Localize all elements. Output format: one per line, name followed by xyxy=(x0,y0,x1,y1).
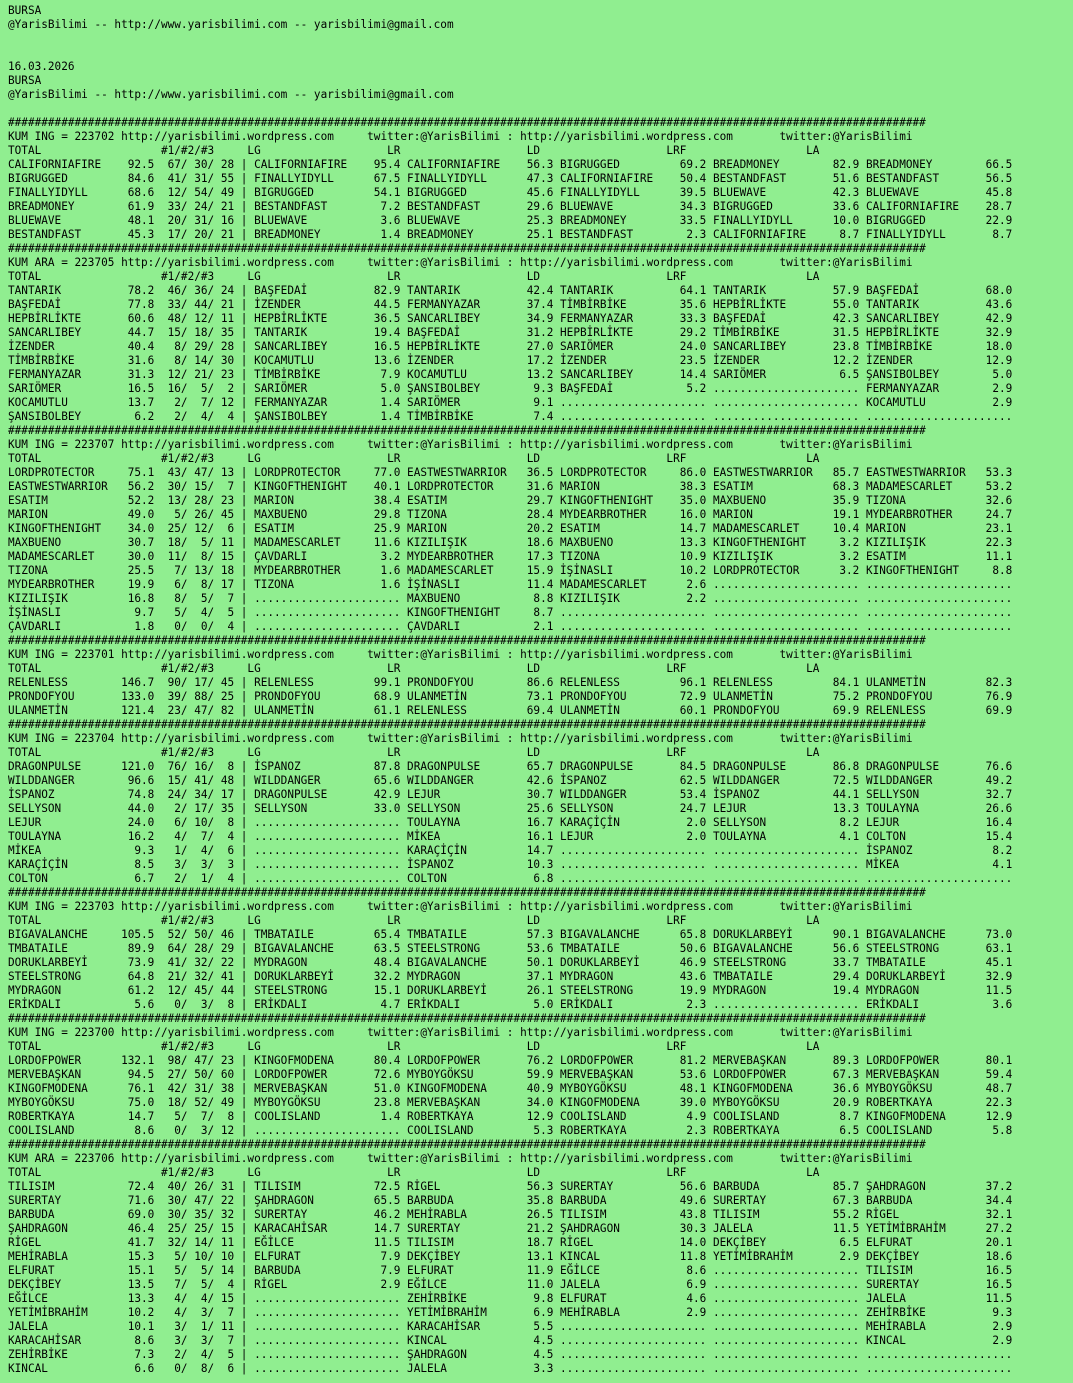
horse-row: JALELA 10.1 3/ 1/ 11 | ...................... KARACAHİSAR 5.5 ...................... ...................... MEHİRABLA 2.9 xyxy=(8,1320,1013,1333)
horse-row: MERVEBAŞKAN 94.5 27/ 50/ 60 | LORDOFPOWER 72.6 MYBOYGÖKSU 59.9 MERVEBAŞKAN 53.6 LORDOFPOWER 67.3 MERVEBAŞKAN 59.4 xyxy=(8,1068,1013,1081)
race-header: KUM ING = 223700 http://yarisbilimi.wordpress.com twitter:@YarisBilimi : http://yarisbilimi.wordpress.com twitter:@YarisBilimi xyxy=(8,1026,913,1039)
horse-row: SELLYSON 44.0 2/ 17/ 35 | SELLYSON 33.0 SELLYSON 25.6 SELLYSON 24.7 LEJUR 13.3 TOULAYNA 26.6 xyxy=(8,802,1013,815)
horse-row: İSPANOZ 74.8 24/ 34/ 17 | DRAGONPULSE 42.9 LEJUR 30.7 WILDDANGER 53.4 İSPANOZ 44.1 SELLYSON 32.7 xyxy=(8,788,1013,801)
horse-row: DRAGONPULSE 121.0 76/ 16/ 8 | İSPANOZ 87.8 DRAGONPULSE 65.7 DRAGONPULSE 84.5 DRAGONPULSE 86.8 DRAGONPULSE 76.6 xyxy=(8,760,1013,773)
horse-row: TILISIM 72.4 40/ 26/ 31 | TILISIM 72.5 RİGEL 56.3 SURERTAY 56.6 BARBUDA 85.7 ŞAHDRAGON 37.2 xyxy=(8,1180,1013,1193)
horse-row: BIGRUGGED 84.6 41/ 31/ 55 | FINALLYIDYLL 67.5 FINALLYIDYLL 47.3 CALIFORNIAFIRE 50.4 BESTANDFAST 51.6 BESTANDFAST 56.5 xyxy=(8,172,1013,185)
horse-row: BESTANDFAST 45.3 17/ 20/ 21 | BREADMONEY 1.4 BREADMONEY 25.1 BESTANDFAST 2.3 CALIFORNIAFIRE 8.7 FINALLYIDYLL 8.7 xyxy=(8,228,1013,241)
horse-row: HEPBİRLİKTE 60.6 48/ 12/ 11 | HEPBİRLİKTE 36.5 SANCARLIBEY 34.9 FERMANYAZAR 33.3 BAŞFEDAİ 42.3 SANCARLIBEY 42.9 xyxy=(8,312,1013,325)
horse-row: İZENDER 40.4 8/ 29/ 28 | SANCARLIBEY 16.5 HEPBİRLİKTE 27.0 SARIÖMER 24.0 SANCARLIBEY 23.8 TİMBİRBİKE 18.0 xyxy=(8,340,1013,353)
horse-row: MİKEA 9.3 1/ 4/ 6 | ...................... KARAÇİÇİN 14.7 ...................... ...................... İSPANOZ 8.2 xyxy=(8,844,1013,857)
column-header-row: TOTAL #1/#2/#3 LG LR LD LRF LA xyxy=(8,270,820,283)
horse-row: CALIFORNIAFIRE 92.5 67/ 30/ 28 | CALIFORNIAFIRE 95.4 CALIFORNIAFIRE 56.3 BIGRUGGED 69.2 BREADMONEY 82.9 BREADMONEY 66.5 xyxy=(8,158,1013,171)
section-separator: ########################################################################################################################################## xyxy=(8,242,926,255)
horse-row: ULANMETİN 121.4 23/ 47/ 82 | ULANMETİN 61.1 RELENLESS 69.4 ULANMETİN 60.1 PRONDOFYOU 69.9 RELENLESS 69.9 xyxy=(8,704,1013,717)
horse-row: WILDDANGER 96.6 15/ 41/ 48 | WILDDANGER 65.6 WILDDANGER 42.6 İSPANOZ 62.5 WILDDANGER 72.5 WILDDANGER 49.2 xyxy=(8,774,1013,787)
horse-row: MYDEARBROTHER 19.9 6/ 8/ 17 | TIZONA 1.6 İŞİNASLI 11.4 MADAMESCARLET 2.6 ...................... ...................... xyxy=(8,578,1013,591)
race-header: KUM ING = 223703 http://yarisbilimi.wordpress.com twitter:@YarisBilimi : http://yarisbilimi.wordpress.com twitter:@YarisBilimi xyxy=(8,900,913,913)
horse-row: YETİMİBRAHİM 10.2 4/ 3/ 7 | ...................... YETİMİBRAHİM 6.9 MEHİRABLA 2.9 ...................... ZEHİRBİKE 9.3 xyxy=(8,1306,1013,1319)
column-header-row: TOTAL #1/#2/#3 LG LR LD LRF LA xyxy=(8,914,820,927)
horse-row: LORDPROTECTOR 75.1 43/ 47/ 13 | LORDPROTECTOR 77.0 EASTWESTWARRIOR 36.5 LORDPROTECTOR 86.0 EASTWESTWARRIOR 85.7 EASTWESTWARRIOR 53.3 xyxy=(8,466,1013,479)
horse-row: EASTWESTWARRIOR 56.2 30/ 15/ 7 | KINGOFTHENIGHT 40.1 LORDPROTECTOR 31.6 MARION 38.3 ESATIM 68.3 MADAMESCARLET 53.2 xyxy=(8,480,1013,493)
horse-row: RİGEL 41.7 32/ 14/ 11 | EĞİLCE 11.5 TILISIM 18.7 RİGEL 14.0 DEKÇİBEY 6.5 ELFURAT 20.1 xyxy=(8,1236,1013,1249)
horse-row: KARACAHİSAR 8.6 3/ 3/ 7 | ...................... KINCAL 4.5 ...................... ...................... KINCAL 2.9 xyxy=(8,1334,1013,1347)
race-header: KUM ARA = 223706 http://yarisbilimi.wordpress.com twitter:@YarisBilimi : http://yarisbilimi.wordpress.com twitter:@YarisBilimi xyxy=(8,1152,913,1165)
section-separator: ########################################################################################################################################## xyxy=(8,116,926,129)
horse-row: LORDOFPOWER 132.1 98/ 47/ 23 | KINGOFMODENA 80.4 LORDOFPOWER 76.2 LORDOFPOWER 81.2 MERVEBAŞKAN 89.3 LORDOFPOWER 80.1 xyxy=(8,1054,1013,1067)
horse-row: KARAÇİÇİN 8.5 3/ 3/ 3 | ...................... İSPANOZ 10.3 ...................... ...................... MİKEA 4.1 xyxy=(8,858,1013,871)
city-label: BURSA xyxy=(8,74,42,87)
race-header: KUM ING = 223707 http://yarisbilimi.wordpress.com twitter:@YarisBilimi : http://yarisbilimi.wordpress.com twitter:@YarisBilimi xyxy=(8,438,913,451)
horse-row: ELFURAT 15.1 5/ 5/ 14 | BARBUDA 7.9 ELFURAT 11.9 EĞİLCE 8.6 ...................... TILISIM 16.5 xyxy=(8,1264,1013,1277)
horse-row: ÇAVDARLI 1.8 0/ 0/ 4 | ...................... ÇAVDARLI 2.1 ...................... ...................... ...................... xyxy=(8,620,1013,633)
horse-row: ZEHİRBİKE 7.3 2/ 4/ 5 | ...................... ŞAHDRAGON 4.5 ...................... ...................... ...................... xyxy=(8,1348,1013,1361)
race-header: KUM ING = 223701 http://yarisbilimi.wordpress.com twitter:@YarisBilimi : http://yarisbilimi.wordpress.com twitter:@YarisBilimi xyxy=(8,648,913,661)
horse-row: KOCAMUTLU 13.7 2/ 7/ 12 | FERMANYAZAR 1.4 SARIÖMER 9.1 ...................... ...................... KOCAMUTLU 2.9 xyxy=(8,396,1013,409)
horse-row: MADAMESCARLET 30.0 11/ 8/ 15 | ÇAVDARLI 3.2 MYDEARBROTHER 17.3 TIZONA 10.9 KIZILIŞIK 3.2 ESATIM 11.1 xyxy=(8,550,1013,563)
race-header: KUM ING = 223702 http://yarisbilimi.wordpress.com twitter:@YarisBilimi : http://yarisbilimi.wordpress.com twitter:@YarisBilimi xyxy=(8,130,913,143)
horse-row: FERMANYAZAR 31.3 12/ 21/ 23 | TİMBİRBİKE 7.9 KOCAMUTLU 13.2 SANCARLIBEY 14.4 SARIÖMER 6.5 ŞANSIBOLBEY 5.0 xyxy=(8,368,1013,381)
horse-row: TİMBİRBİKE 31.6 8/ 14/ 30 | KOCAMUTLU 13.6 İZENDER 17.2 İZENDER 23.5 İZENDER 12.2 İZENDER 12.9 xyxy=(8,354,1013,367)
horse-row: TIZONA 25.5 7/ 13/ 18 | MYDEARBROTHER 1.6 MADAMESCARLET 15.9 İŞİNASLI 10.2 LORDPROTECTOR 3.2 KINGOFTHENIGHT 8.8 xyxy=(8,564,1013,577)
section-separator: ########################################################################################################################################## xyxy=(8,718,926,731)
horse-row: KINGOFTHENIGHT 34.0 25/ 12/ 6 | ESATIM 25.9 MARION 20.2 ESATIM 14.7 MADAMESCARLET 10.4 MARION 23.1 xyxy=(8,522,1013,535)
horse-row: PRONDOFYOU 133.0 39/ 88/ 25 | PRONDOFYOU 68.9 ULANMETİN 73.1 PRONDOFYOU 72.9 ULANMETİN 75.2 PRONDOFYOU 76.9 xyxy=(8,690,1013,703)
horse-row: İŞİNASLI 9.7 5/ 4/ 5 | ...................... KINGOFTHENIGHT 8.7 ...................... ...................... ...................... xyxy=(8,606,1013,619)
horse-row: MEHİRABLA 15.3 5/ 10/ 10 | ELFURAT 7.9 DEKÇİBEY 13.1 KINCAL 11.8 YETİMİBRAHİM 2.9 DEKÇİBEY 18.6 xyxy=(8,1250,1013,1263)
horse-row: STEELSTRONG 64.8 21/ 32/ 41 | DORUKLARBEYİ 32.2 MYDRAGON 37.1 MYDRAGON 43.6 TMBATAILE 29.4 DORUKLARBEYİ 32.9 xyxy=(8,970,1013,983)
horse-row: KIZILIŞIK 16.8 8/ 5/ 7 | ...................... MAXBUENO 8.8 KIZILIŞIK 2.2 ...................... ...................... xyxy=(8,592,1013,605)
report-date: 16.03.2026 xyxy=(8,60,75,73)
horse-row: TANTARIK 78.2 46/ 36/ 24 | BAŞFEDAİ 82.9 TANTARIK 42.4 TANTARIK 64.1 TANTARIK 57.9 BAŞFEDAİ 68.0 xyxy=(8,284,1013,297)
horse-row: BAŞFEDAİ 77.8 33/ 44/ 21 | İZENDER 44.5 FERMANYAZAR 37.4 TİMBİRBİKE 35.6 HEPBİRLİKTE 55.0 TANTARIK 43.6 xyxy=(8,298,1013,311)
horse-row: MAXBUENO 30.7 18/ 5/ 11 | MADAMESCARLET 11.6 KIZILIŞIK 18.6 MAXBUENO 13.3 KINGOFTHENIGHT 3.2 KIZILIŞIK 22.3 xyxy=(8,536,1013,549)
horse-row: SURERTAY 71.6 30/ 47/ 22 | ŞAHDRAGON 65.5 BARBUDA 35.8 BARBUDA 49.6 SURERTAY 67.3 BARBUDA 34.4 xyxy=(8,1194,1013,1207)
horse-row: MARION 49.0 5/ 26/ 45 | MAXBUENO 29.8 TIZONA 28.4 MYDEARBROTHER 16.0 MARION 19.1 MYDEARBROTHER 24.7 xyxy=(8,508,1013,521)
horse-row: EĞİLCE 13.3 4/ 4/ 15 | ...................... ZEHİRBİKE 9.8 ELFURAT 4.6 ...................... JALELA 11.5 xyxy=(8,1292,1013,1305)
column-header-row: TOTAL #1/#2/#3 LG LR LD LRF LA xyxy=(8,144,820,157)
horse-row: TOULAYNA 16.2 4/ 7/ 4 | ...................... MİKEA 16.1 LEJUR 2.0 TOULAYNA 4.1 COLTON 15.4 xyxy=(8,830,1013,843)
section-separator: ########################################################################################################################################## xyxy=(8,1138,926,1151)
contact-line: @YarisBilimi -- http://www.yarisbilimi.com -- yarisbilimi@gmail.com xyxy=(8,18,454,31)
race-header: KUM ARA = 223705 http://yarisbilimi.wordpress.com twitter:@YarisBilimi : http://yarisbilimi.wordpress.com twitter:@YarisBilimi xyxy=(8,256,913,269)
horse-row: ŞAHDRAGON 46.4 25/ 25/ 15 | KARACAHİSAR 14.7 SURERTAY 21.2 ŞAHDRAGON 30.3 JALELA 11.5 YETİMİBRAHİM 27.2 xyxy=(8,1222,1013,1235)
section-separator: ########################################################################################################################################## xyxy=(8,634,926,647)
horse-row: SARIÖMER 16.5 16/ 5/ 2 | SARIÖMER 5.0 ŞANSIBOLBEY 9.3 BAŞFEDAİ 5.2 ...................... FERMANYAZAR 2.9 xyxy=(8,382,1013,395)
horse-row: MYDRAGON 61.2 12/ 45/ 44 | STEELSTRONG 15.1 DORUKLARBEYİ 26.1 STEELSTRONG 19.9 MYDRAGON 19.4 MYDRAGON 11.5 xyxy=(8,984,1013,997)
section-separator: ########################################################################################################################################## xyxy=(8,886,926,899)
contact-line: @YarisBilimi -- http://www.yarisbilimi.com -- yarisbilimi@gmail.com xyxy=(8,88,454,101)
column-header-row: TOTAL #1/#2/#3 LG LR LD LRF LA xyxy=(8,662,820,675)
horse-row: COLTON 6.7 2/ 1/ 4 | ...................... COLTON 6.8 ...................... ...................... ...................... xyxy=(8,872,1013,885)
horse-row: MYBOYGÖKSU 75.0 18/ 52/ 49 | MYBOYGÖKSU 23.8 MERVEBAŞKAN 34.0 KINGOFMODENA 39.0 MYBOYGÖKSU 20.9 ROBERTKAYA 22.3 xyxy=(8,1096,1013,1109)
section-separator: ########################################################################################################################################## xyxy=(8,424,926,437)
horse-row: BIGAVALANCHE 105.5 52/ 50/ 46 | TMBATAILE 65.4 TMBATAILE 57.3 BIGAVALANCHE 65.8 DORUKLARBEYİ 90.1 BIGAVALANCHE 73.0 xyxy=(8,928,1013,941)
horse-row: FINALLYIDYLL 68.6 12/ 54/ 49 | BIGRUGGED 54.1 BIGRUGGED 45.6 FINALLYIDYLL 39.5 BLUEWAVE 42.3 BLUEWAVE 45.8 xyxy=(8,186,1013,199)
horse-row: KINCAL 6.6 0/ 8/ 6 | ...................... JALELA 3.3 ...................... ...................... ...................... xyxy=(8,1362,1013,1375)
horse-row: BARBUDA 69.0 30/ 35/ 32 | SURERTAY 46.2 MEHİRABLA 26.5 TILISIM 43.8 TILISIM 55.2 RİGEL 32.1 xyxy=(8,1208,1013,1221)
horse-row: TMBATAILE 89.9 64/ 28/ 29 | BIGAVALANCHE 63.5 STEELSTRONG 53.6 TMBATAILE 50.6 BIGAVALANCHE 56.6 STEELSTRONG 63.1 xyxy=(8,942,1013,955)
horse-row: RELENLESS 146.7 90/ 17/ 45 | RELENLESS 99.1 PRONDOFYOU 86.6 RELENLESS 96.1 RELENLESS 84.1 ULANMETİN 82.3 xyxy=(8,676,1013,689)
section-separator: ########################################################################################################################################## xyxy=(8,1012,926,1025)
horse-row: SANCARLIBEY 44.7 15/ 18/ 35 | TANTARIK 19.4 BAŞFEDAİ 31.2 HEPBİRLİKTE 29.2 TİMBİRBİKE 31.5 HEPBİRLİKTE 32.9 xyxy=(8,326,1013,339)
horse-row: ESATIM 52.2 13/ 28/ 23 | MARION 38.4 ESATIM 29.7 KINGOFTHENIGHT 35.0 MAXBUENO 35.9 TIZONA 32.6 xyxy=(8,494,1013,507)
horse-row: ROBERTKAYA 14.7 5/ 7/ 8 | COOLISLAND 1.4 ROBERTKAYA 12.9 COOLISLAND 4.9 COOLISLAND 8.7 KINGOFMODENA 12.9 xyxy=(8,1110,1013,1123)
horse-row: BLUEWAVE 48.1 20/ 31/ 16 | BLUEWAVE 3.6 BLUEWAVE 25.3 BREADMONEY 33.5 FINALLYIDYLL 10.0 BIGRUGGED 22.9 xyxy=(8,214,1013,227)
column-header-row: TOTAL #1/#2/#3 LG LR LD LRF LA xyxy=(8,1166,820,1179)
horse-row: DORUKLARBEYİ 73.9 41/ 32/ 22 | MYDRAGON 48.4 BIGAVALANCHE 50.1 DORUKLARBEYİ 46.9 STEELSTRONG 33.7 TMBATAILE 45.1 xyxy=(8,956,1013,969)
column-header-row: TOTAL #1/#2/#3 LG LR LD LRF LA xyxy=(8,1040,820,1053)
horse-row: ERİKDALI 5.6 0/ 3/ 8 | ERİKDALI 4.7 ERİKDALI 5.0 ERİKDALI 2.3 ...................... ERİKDALI 3.6 xyxy=(8,998,1013,1011)
horse-row: ŞANSIBOLBEY 6.2 2/ 4/ 4 | ŞANSIBOLBEY 1.4 TİMBİRBİKE 7.4 ...................... ...................... ...................... xyxy=(8,410,1013,423)
city-label: BURSA xyxy=(8,4,42,17)
horse-row: KINGOFMODENA 76.1 42/ 31/ 38 | MERVEBAŞKAN 51.0 KINGOFMODENA 40.9 MYBOYGÖKSU 48.1 KINGOFMODENA 36.6 MYBOYGÖKSU 48.7 xyxy=(8,1082,1013,1095)
horse-row: BREADMONEY 61.9 33/ 24/ 21 | BESTANDFAST 7.2 BESTANDFAST 29.6 BLUEWAVE 34.3 BIGRUGGED 33.6 CALIFORNIAFIRE 28.7 xyxy=(8,200,1013,213)
race-header: KUM ING = 223704 http://yarisbilimi.wordpress.com twitter:@YarisBilimi : http://yarisbilimi.wordpress.com twitter:@YarisBilimi xyxy=(8,732,913,745)
column-header-row: TOTAL #1/#2/#3 LG LR LD LRF LA xyxy=(8,452,820,465)
horse-row: LEJUR 24.0 6/ 10/ 8 | ...................... TOULAYNA 16.7 KARAÇİÇİN 2.0 SELLYSON 8.2 LEJUR 16.4 xyxy=(8,816,1013,829)
column-header-row: TOTAL #1/#2/#3 LG LR LD LRF LA xyxy=(8,746,820,759)
horse-row: COOLISLAND 8.6 0/ 3/ 12 | ...................... COOLISLAND 5.3 ROBERTKAYA 2.3 ROBERTKAYA 6.5 COOLISLAND 5.8 xyxy=(8,1124,1013,1137)
horse-row: DEKÇİBEY 13.5 7/ 5/ 4 | RİGEL 2.9 EĞİLCE 11.0 JALELA 6.9 ...................... SURERTAY 16.5 xyxy=(8,1278,1013,1291)
